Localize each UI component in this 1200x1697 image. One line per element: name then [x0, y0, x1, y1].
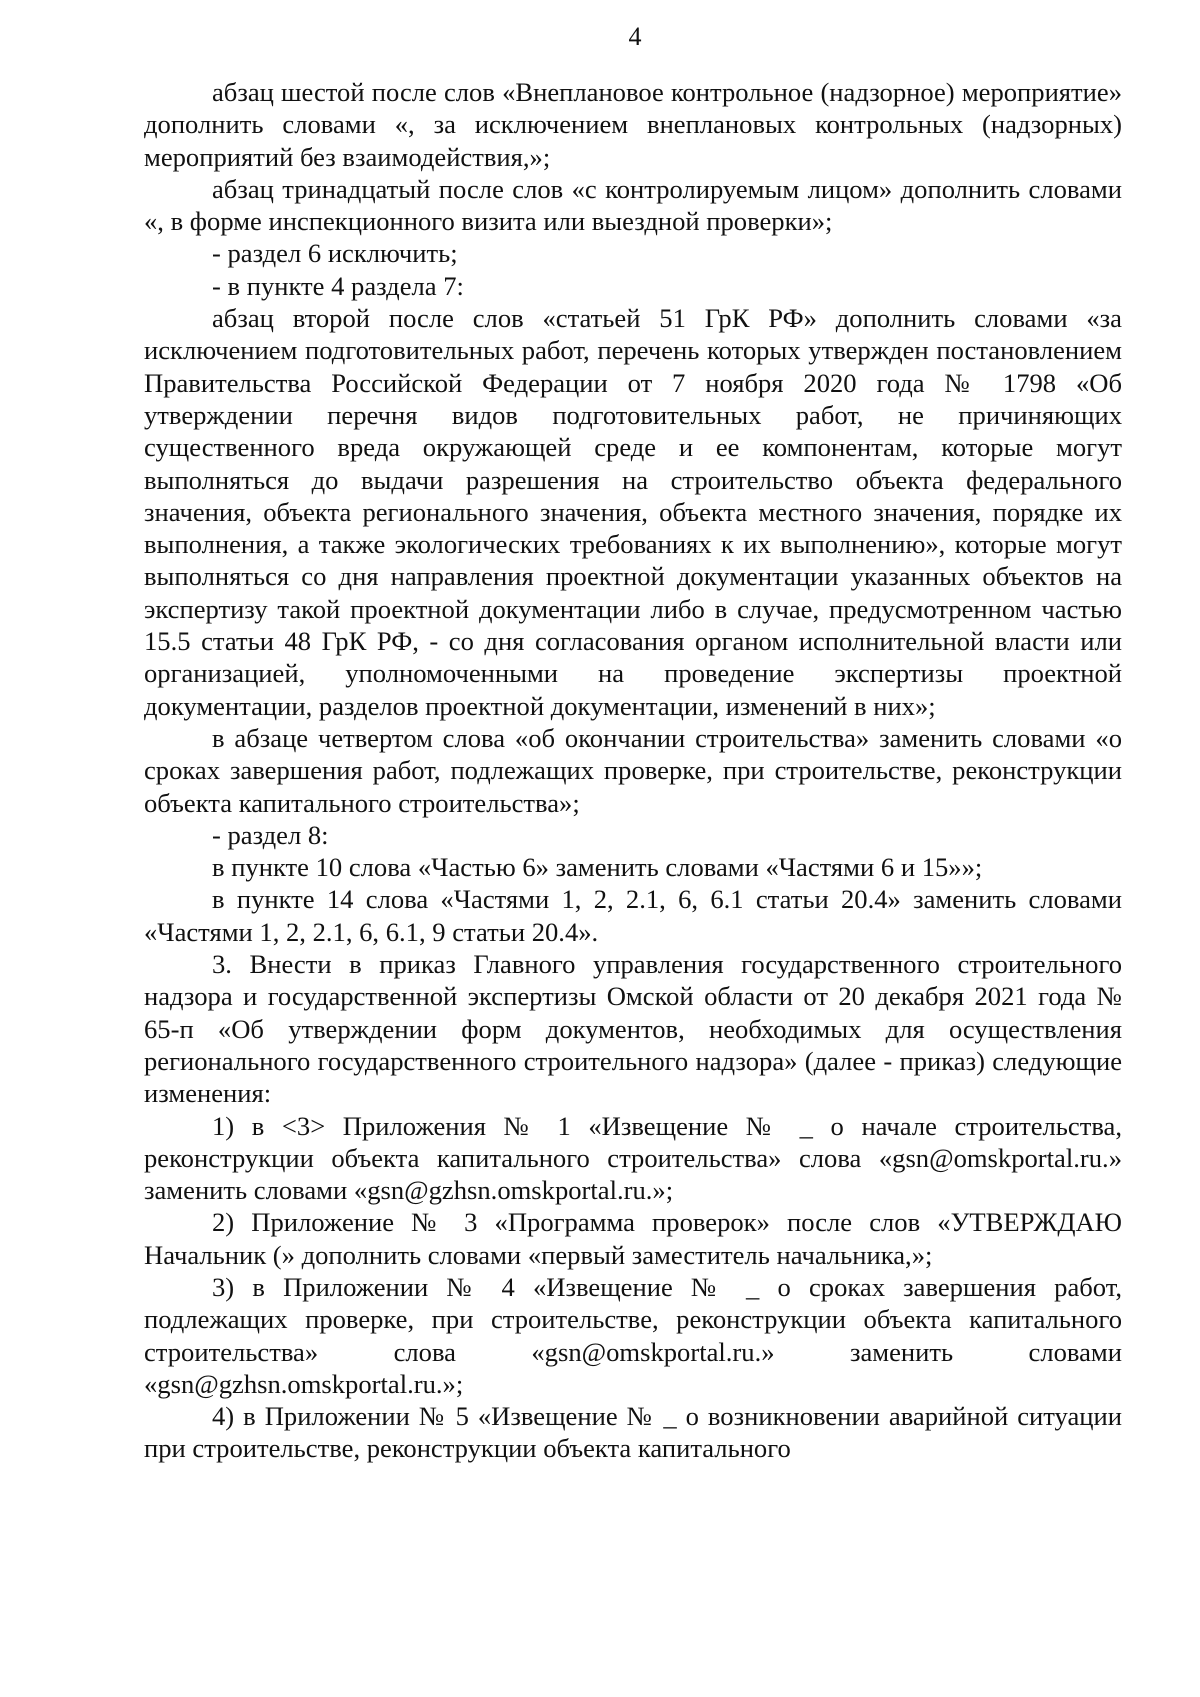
paragraph: 3) в Приложении № 4 «Извещение № _ о сроках завершения работ, подлежащих проверке, при строительстве, реконструкции объекта капитального строительства» слова «gsn@omskportal.ru.» заменить словами «gsn@gzhsn.omskportal.ru.»; — [144, 1271, 1122, 1399]
paragraph: 3. Внести в приказ Главного управления государственного строительного надзора и государственной экспертизы Омской области от 20 декабря 2021 года № 65-п «Об утверждении форм документов, необходимых для осуществления регионального государственного строительного надзора» (далее - приказ) следующие изменения: — [144, 949, 1122, 1109]
paragraph: - раздел 8: — [212, 819, 329, 850]
paragraph: 4) в Приложении № 5 «Извещение № _ о возникновении аварийной ситуации при строительстве, реконструкции объекта капитального — [144, 1401, 1122, 1464]
paragraph: в абзаце четвертом слова «об окончании строительства» заменить словами «о сроках завершения работ, подлежащих проверке, при строительстве, реконструкции объекта капитального строительства»; — [144, 722, 1122, 818]
paragraph: 1) в <3> Приложения № 1 «Извещение № _ о начале строительства, реконструкции объекта капитального строительства» слова «gsn@omskportal.ru.» заменить словами «gsn@gzhsn.omskportal.ru.»; — [144, 1110, 1122, 1206]
paragraph: - в пункте 4 раздела 7: — [212, 270, 464, 301]
page-number: 4 — [628, 22, 642, 51]
paragraph: 2) Приложение № 3 «Программа проверок» после слов «УТВЕРЖДАЮ Начальник (» дополнить словами «первый заместитель начальника,»; — [144, 1207, 1122, 1270]
document-body — [144, 76, 1122, 1465]
paragraph: абзац тринадцатый после слов «с контролируемым лицом» дополнить словами «, в форме инспекционного визита или выездной проверки»; — [144, 173, 1122, 237]
paragraph: в пункте 10 слова «Частью 6» заменить словами «Частями 6 и 15»»; — [212, 852, 983, 883]
paragraph: в пункте 14 слова «Частями 1, 2, 2.1, 6, 6.1 статьи 20.4» заменить словами «Частями 1, 2, 2.1, 6, 6.1, 9 статьи 20.4». — [144, 884, 1122, 947]
paragraph: абзац второй после слов «статьей 51 ГрК РФ» дополнить словами «за исключением подготовительных работ, перечень которых утвержден постановлением Правительства Российской Федерации от 7 ноября 2020 года № 1798 «Об утверждении перечня видов подготовительных работ, не причиняющих существенного вреда окружающей среде и ее компонентам, которые могут выполняться до выдачи разрешения на строительство объекта федерального значения, объекта регионального значения, объекта местного значения, порядке их выполнения, а также экологических требованиях к их выполнению», которые могут выполняться со дня направления проектной документации указанных объектов на экспертизу такой проектной документации либо в случае, предусмотренном частью 15.5 статьи 48 ГрК РФ, - со дня согласования органом исполнительной власти или организацией, уполномоченными на проведение экспертизы проектной документации, разделов проектной документации, изменений в них»; — [144, 303, 1122, 721]
paragraph: - раздел 6 исключить; — [212, 238, 458, 269]
paragraph: абзац шестой после слов «Внеплановое контрольное (надзорное) мероприятие» дополнить словами «, за исключением внеплановых контрольных (надзорных) мероприятий без взаимодействия,»; — [144, 77, 1122, 172]
